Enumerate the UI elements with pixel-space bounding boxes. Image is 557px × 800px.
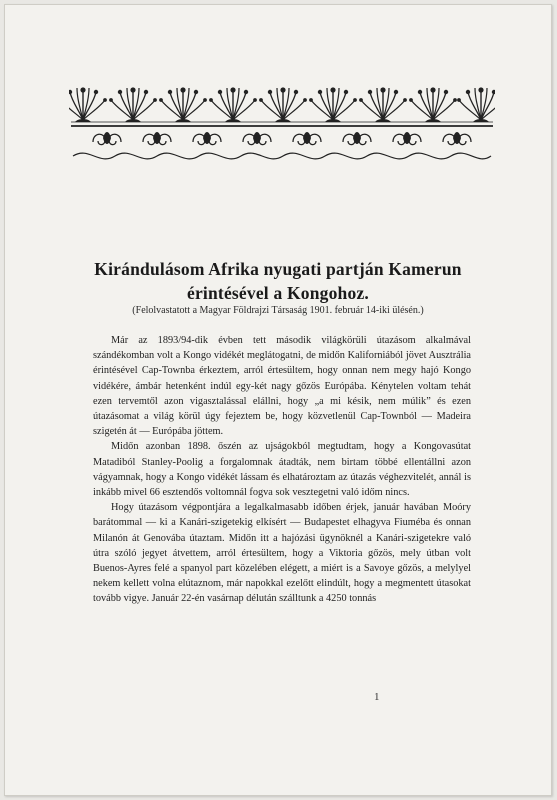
- paragraph: Már az 1893/94-dik évben tett második világkörüli útazásom alkalmával szándékomban volt a Kongo vidékét meglátogatni, de midőn Kaliforniából jövet Ausztrália érintésével Cap-Townba érkeztem, arról értesültem, hogy onnan nem megy hajó Kongo vidékére, ámbár hetenként indúl egy-két nagy gőzös Európába. Kénytelen voltam tehát ezen tervemtől azon vigasztalással elállni, hogy „a mi késik, nem múlik” és ezen útazásomat a világ körül úgy fejeztem be, hogy közvetlenül Cap-Townból — Madeira szigetén át — Európába jöttem.: [93, 335, 471, 438]
- title-line-2: érintésével a Kongohoz.: [186, 283, 369, 303]
- paragraph: Hogy útazásom végpontjára a legalkalmasabb időben érjek, január havában Moóry barátommal — ki a Kanári-szigetekig elkísért — Budapestet elhagyva Fiuméba és onnan Milanón át Genovába útaztam. Midőn itt a hajózási ügynöknél a Kanári-szigetekre való útra szóló jegyet átvettem, arról értesültem, hogy a Viktoria gőzös, mely útban volt Buenos-Ayres felé a spanyol part közelében elégett, a miért is a Savoye gőzös, a melylyel nekem kellett volna elútaznom, már napokkal ezelőtt elindúlt, hogy a megmentett útasokat tovább vigye. Január 22-én vasárnap délután szálltunk a 4250 tonnás: [93, 502, 471, 605]
- paragraph: Midőn azonban 1898. őszén az ujságokból megtudtam, hogy a Kongovasútat Matadiból Stanley-Poolig a forgalomnak átadták, nem birtam többé ellentállni azon vágyamnak, hogy a Kongo vidékét lássam és elhatároztam az útazás véghezvitelét, annál is inkább mivel 66 esztendős voltomnál fogva sok vesztegetni való időm nincs.: [93, 441, 471, 499]
- document-page: [4, 4, 552, 796]
- page-number: 1: [374, 691, 380, 703]
- title-line-1: Kirándulásom Afrika nyugati partján Kamerun: [94, 259, 462, 279]
- document-title: [35, 257, 521, 305]
- body-text: [93, 333, 471, 607]
- document-subtitle: (Felolvastatott a Magyar Földrajzi Társaság 1901. február 14-iki ülésén.): [132, 305, 424, 316]
- palmette-frieze-ornament: [69, 80, 495, 166]
